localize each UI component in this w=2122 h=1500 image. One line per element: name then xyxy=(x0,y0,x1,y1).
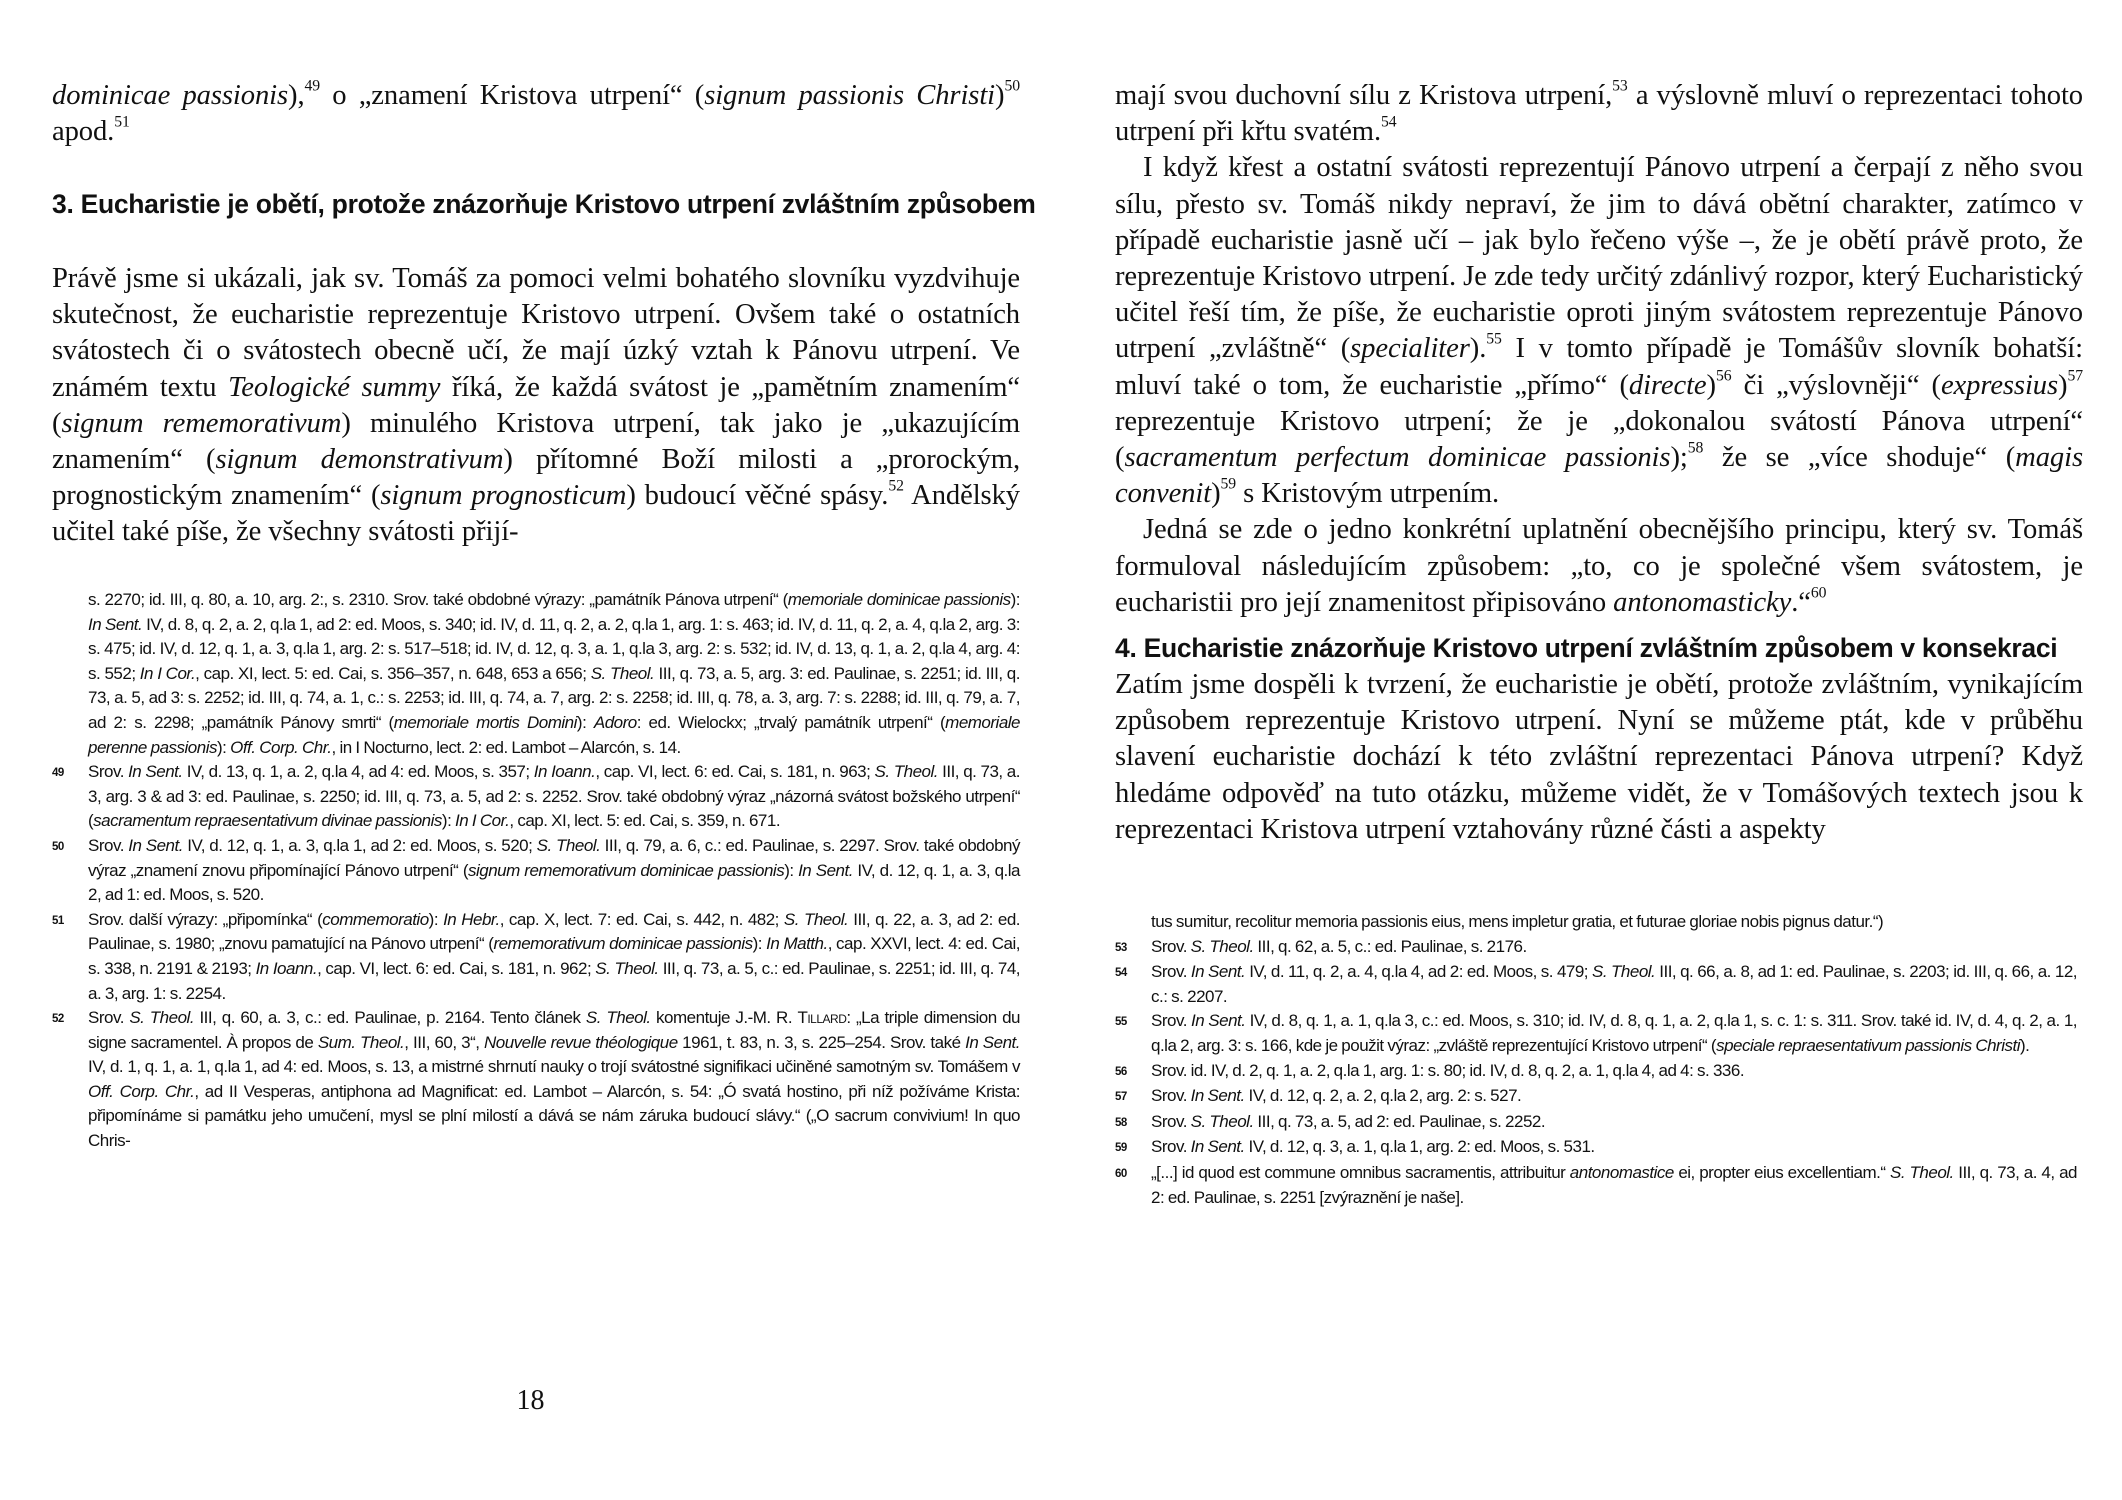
footnote-54 xyxy=(1115,960,2077,1009)
footnote-number: 49 xyxy=(52,767,64,780)
footnote-ref-50[interactable]: 50 xyxy=(1004,77,1020,95)
footnote-text: Srov. id. IV, d. 2, q. 1, a. 2, q.la 1, arg. 1: s. 80; id. IV, d. 8, q. 2, a. 1, q.la 4, ad 4: s. 336. xyxy=(1151,1060,1745,1080)
footnote-number: 57 xyxy=(1115,1091,1127,1104)
right-page xyxy=(1061,0,2122,1500)
footnote-number: 60 xyxy=(1115,1167,1127,1180)
footnote-ref-58[interactable]: 58 xyxy=(1687,439,1704,457)
footnote-text: Srov. další výrazy: „připomínka“ (commemoratio): In Hebr., cap. X, lect. 7: ed. Cai, s. 442, n. 482; S. Theol. III, q. 22, a. 3, ad 2: ed. Paulinae, s. 1980; „znovu pamatující na Pánovo utrpení“ (rememorativum dominicae passionis): In Matth., cap. XXVI, lect. 4: ed. Cai, s. 338, n. 2191 & 2193; In Ioann., cap. VI, lect. 6: ed. Cai, s. 181, n. 962; S. Theol. III, q. 73, a. 5, c.: ed. Paulinae, s. 2251; id. III, q. 74, a. 3, arg. 1: s. 2254. xyxy=(88,909,1020,1003)
footnote-ref-56[interactable]: 56 xyxy=(1715,367,1732,385)
right-body-paragraph: Zatím jsme dospěli k tvrzení, že eucharistie je obětí, protože zvláštním, vynikajícím způsobem reprezentuje Kristovo utrpení. Nyní se můžeme ptát, kde v průběhu slavení eucharistie dochází k této zvláštní reprezentaci Pánova utrpení? Když hledáme odpověď na tuto otázku, můžeme vidět, že v Tomášových textech jsou k reprezentaci Kristova utrpení vztahovány různé části a aspekty xyxy=(1115,669,2083,845)
left-intro-text: dominicae passionis),$^{49}$ o „znamení Kristova utrpení“ (signum passionis Christi)$^{50}$ apod.$^{51}$ xyxy=(52,77,1020,148)
left-body-paragraph: Právě jsme si ukázali, jak sv. Tomáš za pomoci velmi bohatého slovníku vyzdvihuje skutečnost, že eucharistie reprezentuje Kristovo utrpení. Ovšem také o ostatních svátostech či o svátostech obecně učí, že mají úzký vztah k Pánovu utrpení. Ve známém textu Teologické summy říká, že každá svátost je „pamětním znamením“ (signum rememorativum) minulého Kristova utrpení, tak jako je „ukazujícím znamením“ (signum demonstrativum) přítomné Boží milosti a „prorockým, prognostickým znamením“ (signum prognosticum) budoucí věčné spásy.$^{52}$ Andělský učitel také píše, že všechny svátosti přijí- xyxy=(52,263,1020,548)
footnote-text: Srov. In Sent. IV, d. 11, q. 2, a. 4, q.la 4, ad 2: ed. Moos, s. 479; S. Theol. III, q. 66, a. 8, ad 1: ed. Paulinae, s. 2203; id. III, q. 66, a. 12, c.: s. 2207. xyxy=(1151,962,2078,1006)
footnote-text: Srov. In Sent. IV, d. 12, q. 3, a. 1, q.la 1, arg. 2: ed. Moos, s. 531. xyxy=(1151,1137,1595,1157)
footnote-ref-49[interactable]: 49 xyxy=(304,77,321,95)
footnote-text: Srov. S. Theol. III, q. 62, a. 5, c.: ed. Paulinae, s. 2176. xyxy=(1151,936,1527,956)
footnote-56 xyxy=(1115,1059,2077,1085)
footnote-52-continuation: tus sumitur, recolitur memoria passionis eius, mens impletur gratia, et futurae gloriae nobis pignus datur.“) xyxy=(1151,912,1884,931)
footnote-text: Srov. S. Theol. III, q. 60, a. 3, c.: ed. Paulinae, p. 2164. Tento článek S. Theol. komentuje J.-M. R. Tillard: „La triple dimension du signe sacramentel. À propos de Sum. Theol., III, 60, 3“, Nouvelle revue théologique 1961, t. 83, n. 3, s. 225–254. Srov. také In Sent. IV, d. 1, q. 1, a. 1, q.la 1, ad 4: ed. Moos, s. 13, a mistrné shrnutí nauky o trojí svátostné signifikaci učiněné samotným sv. Tomášem v Off. Corp. Chr., ad II Vesperas, antiphona ad Magnificat: ed. Lambot – Alarcón, s. 54: „Ó svatá hostino, při níž požíváme Krista: připomínáme si památku jeho umučení, mysl se plní milostí a dává se nám záruka budoucí slávy.“ („O sacrum convivium! In quo Chris- xyxy=(88,1008,1020,1151)
section-4-heading: 4. Eucharistie znázorňuje Kristovo utrpení zvláštním způsobem v konsekraci xyxy=(1115,633,2058,663)
footnote-number: 53 xyxy=(1115,941,1127,954)
footnote-60 xyxy=(1115,1161,2077,1210)
footnote-ref-54[interactable]: 54 xyxy=(1381,113,1397,131)
right-footnotes xyxy=(1115,910,2077,1210)
footnote-53 xyxy=(1115,935,2077,961)
footnote-number: 59 xyxy=(1115,1142,1127,1155)
footnote-ref-59[interactable]: 59 xyxy=(1220,475,1237,493)
footnote-49 xyxy=(52,760,1020,834)
footnote-ref-55[interactable]: 55 xyxy=(1486,331,1502,349)
footnote-number: 56 xyxy=(1115,1065,1127,1078)
footnote-number: 58 xyxy=(1115,1116,1127,1129)
footnote-number: 50 xyxy=(52,840,64,853)
footnote-50 xyxy=(52,834,1020,908)
footnote-52 xyxy=(52,1006,1020,1154)
footnote-51 xyxy=(52,908,1020,1006)
footnote-ref-60[interactable]: 60 xyxy=(1810,584,1827,602)
footnote-number: 55 xyxy=(1115,1016,1127,1029)
footnote-55 xyxy=(1115,1009,2077,1058)
footnote-59 xyxy=(1115,1135,2077,1161)
footnote-text: Srov. S. Theol. III, q. 73, a. 5, ad 2: ed. Paulinae, s. 2252. xyxy=(1151,1111,1546,1131)
footnote-text: Srov. In Sent. IV, d. 12, q. 2, a. 2, q.la 2, arg. 2: s. 527. xyxy=(1151,1086,1522,1106)
footnote-text: „[...] id quod est commune omnibus sacramentis, attribuitur antonomastice ei, propter eius excellentiam.“ S. Theol. III, q. 73, a. 4, ad 2: ed. Paulinae, s. 2251 [zvýraznění je naše]. xyxy=(1151,1162,2077,1207)
footnote-text: Srov. In Sent. IV, d. 8, q. 1, a. 1, q.la 3, c.: ed. Moos, s. 310; id. IV, d. 8, q. 1, a. 2, q.la 1, s. c. 1: s. 311. Srov. také id. IV, d. 4, q. 2, a. 1, q.la 2, arg. 3: s. 166, kde je použit výraz: „zvláště reprezentující Kristovo utrpení“ (speciale repraesentativum passionis Christi). xyxy=(1151,1011,2077,1055)
footnote-48-continuation: s. 2270; id. III, q. 80, a. 10, arg. 2:, s. 2310. Srov. také obdobné výrazy: „památník Pánova utrpení“ (memoriale dominicae passionis): In Sent. IV, d. 8, q. 2, a. 2, q.la 1, ad 2: ed. Moos, s. 340; id. IV, d. 11, q. 2, a. 2, q.la 1, arg. 1: s. 463; id. IV, d. 11, q. 2, a. 4, q.la 2, arg. 3: s. 475; id. IV, d. 12, q. 1, a. 3, q.la 1, arg. 2: s. 517–518; id. IV, d. 12, q. 3, a. 1, q.la 3, arg. 2: s. 532; id. IV, d. 13, q. 1, a. 2, q.la 4, arg. 4: s. 552; In I Cor., cap. XI, lect. 5: ed. Cai, s. 356–357, n. 648, 653 a 656; S. Theol. III, q. 73, a. 5, arg. 3: ed. Paulinae, s. 2251; id. III, q. 73, a. 5, ad 3: s. 2252; id. III, q. 74, a. 1, c.: s. 2253; id. III, q. 74, a. 7, arg. 2: s. 2258; id. III, q. 78, a. 3, arg. 7: s. 2288; id. III, q. 79, a. 7, ad 2: s. 2298; „památník Pánovy smrti“ (memoriale mortis Domini): Adoro: ed. Wielockx; „trvalý památník utrpení“ (memoriale perenne passionis): Off. Corp. Chr., in I Nocturno, lect. 2: ed. Lambot – Alarcón, s. 14. xyxy=(88,590,1021,757)
left-footnotes xyxy=(52,588,1020,1154)
footnote-text: Srov. In Sent. IV, d. 13, q. 1, a. 2, q.la 4, ad 4: ed. Moos, s. 357; In Ioann., cap. VI, lect. 6: ed. Cai, s. 181, n. 963; S. Theol. III, q. 73, a. 3, arg. 3 & ad 3: ed. Paulinae, s. 2250; id. III, q. 73, a. 5, ad 2: s. 2252. Srov. také obdobný výraz „názorná svátost božského utrpení“ (sacramentum repraesentativum divinae passionis): In I Cor., cap. XI, lect. 5: ed. Cai, s. 359, n. 671. xyxy=(88,762,1020,831)
footnote-ref-51[interactable]: 51 xyxy=(114,113,130,131)
footnote-number: 52 xyxy=(52,1013,64,1026)
footnote-58 xyxy=(1115,1110,2077,1136)
footnote-ref-57[interactable]: 57 xyxy=(2067,367,2083,385)
footnote-57 xyxy=(1115,1084,2077,1110)
footnote-ref-53[interactable]: 53 xyxy=(1612,77,1628,95)
page-number: 18 xyxy=(516,1385,545,1416)
section-3-heading: 3. Eucharistie je obětí, protože znázorňuje Kristovo utrpení zvláštním způsobem xyxy=(52,189,1036,219)
footnote-number: 54 xyxy=(1115,967,1127,980)
footnote-number: 51 xyxy=(52,914,64,927)
right-body-text: mají svou duchovní sílu z Kristova utrpení,$^{53}$ a výslovně mluví o reprezentaci tohoto utrpení při křtu svatém.$^{54}$ I když křest a ostatní svátosti reprezentují Pánovo utrpení a čerpají z něho svou sílu, přesto sv. Tomáš nikdy nepraví, že jim to dává obětní charakter, zatímco v případě eucharistie jasně učí – jak bylo řečeno výše –, že je obětí právě proto, že reprezentuje Kristovo utrpení. Je zde tedy určitý zdánlivý rozpor, který Eucharistický učitel řeší tím, že píše, že eucharistie oproti jiným svátostem reprezentuje Pánovo utrpení „zvláštně“ (specialiter).$^{55}$ I v tomto případě je Tomášův slovník bohatší: mluví také o tom, že eucharistie „přímo“ (directe)$^{56}$ či „výslovněji“ (expressius)$^{57}$ reprezentuje Kristovo utrpení; že je „dokonalou svátostí Pánova utrpení“ (sacramentum perfectum dominicae passionis);$^{58}$ že se „více shoduje“ (magis convenit)$^{59}$ s Kristovým utrpením. Jedná se zde o jedno konkrétní uplatnění obecnějšího principu, který sv. Tomáš formuloval následujícím způsobem: „to, co je společné všem svátostem, je eucharistii pro její znamenitost připisováno antonomasticky.“$^{60}$ xyxy=(1115,77,2084,618)
footnote-text: Srov. In Sent. IV, d. 12, q. 1, a. 3, q.la 1, ad 2: ed. Moos, s. 520; S. Theol. III, q. 79, a. 6, c.: ed. Paulinae, s. 2297. Srov. také obdobný výraz „znamení znovu připomínající Pánovo utrpení“ (signum rememorativum dominicae passionis): In Sent. IV, d. 12, q. 1, a. 3, q.la 2, ad 1: ed. Moos, s. 520. xyxy=(88,835,1020,905)
footnote-ref-52[interactable]: 52 xyxy=(888,477,904,495)
